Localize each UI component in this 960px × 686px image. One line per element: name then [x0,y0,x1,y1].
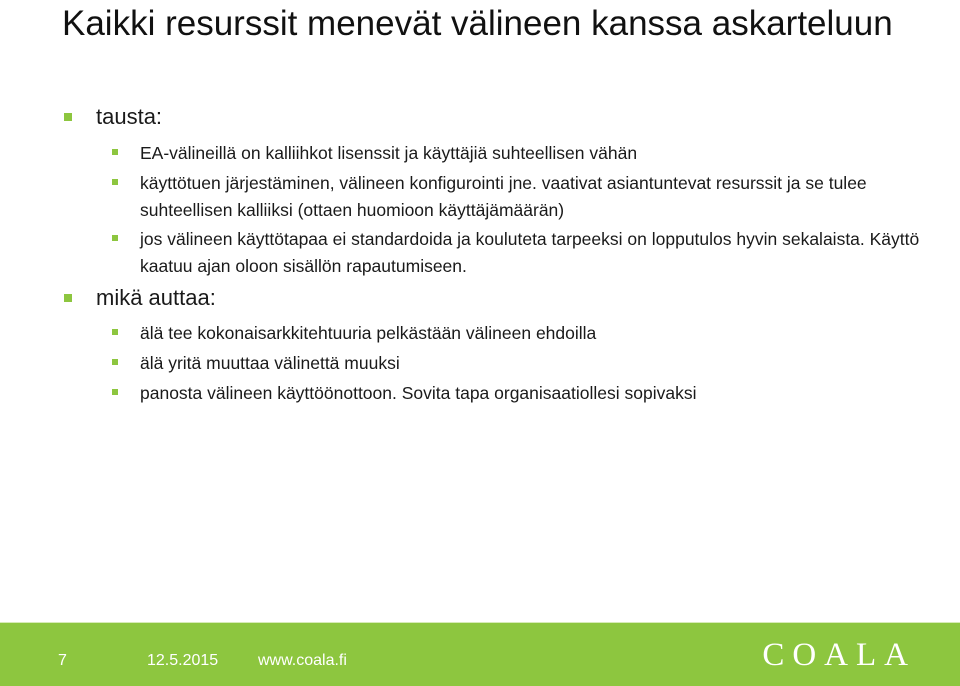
square-bullet-icon [112,235,118,241]
list-item-text: älä yritä muuttaa välinettä muuksi [140,353,400,373]
square-bullet-icon [112,389,118,395]
list-item-text: jos välineen käyttötapaa ei standardoida ja kouluteta tarpeeksi on lopputulos hyvin sekalaista. Käyttö kaatuu ajan oloon sisällön rapautumiseen. [140,229,920,276]
list-item [140,226,930,279]
square-bullet-icon [112,329,118,335]
square-bullet-icon [64,113,72,121]
slide-footer [0,622,960,686]
list-item-text: EA-välineillä on kalliihkot lisenssit ja käyttäjiä suhteellisen vähän [140,143,638,163]
list-item [140,380,930,407]
list-item-text: älä tee kokonaisarkkitehtuuria pelkästään välineen ehdoilla [140,323,597,343]
slide-title: Kaikki resurssit menevät välineen kanssa askarteluun [62,4,893,43]
section-heading-text: mikä auttaa: [96,285,216,310]
footer-url: www.coala.fi [258,652,347,669]
coala-logo: COALA [762,637,916,673]
page-number: 7 [58,652,67,669]
list-item-text: panosta välineen käyttöönottoon. Sovita tapa organisaatiollesi sopivaksi [140,383,697,403]
list-item [140,350,930,377]
list-item [140,140,930,167]
list-item-text: käyttötuen järjestäminen, välineen konfigurointi jne. vaativat asiantuntevat resurssit ja se tulee suhteellisen kalliiksi (ottaen huomioon käyttäjämäärän) [140,173,867,220]
square-bullet-icon [112,359,118,365]
list-item [140,170,930,223]
square-bullet-icon [64,294,72,302]
footer-date: 12.5.2015 [147,652,219,669]
square-bullet-icon [112,179,118,185]
list-item [140,320,930,347]
section-heading-text: tausta: [96,104,163,129]
square-bullet-icon [112,149,118,155]
section-heading-mika-auttaa [96,285,216,311]
section-heading-tausta [96,104,162,130]
